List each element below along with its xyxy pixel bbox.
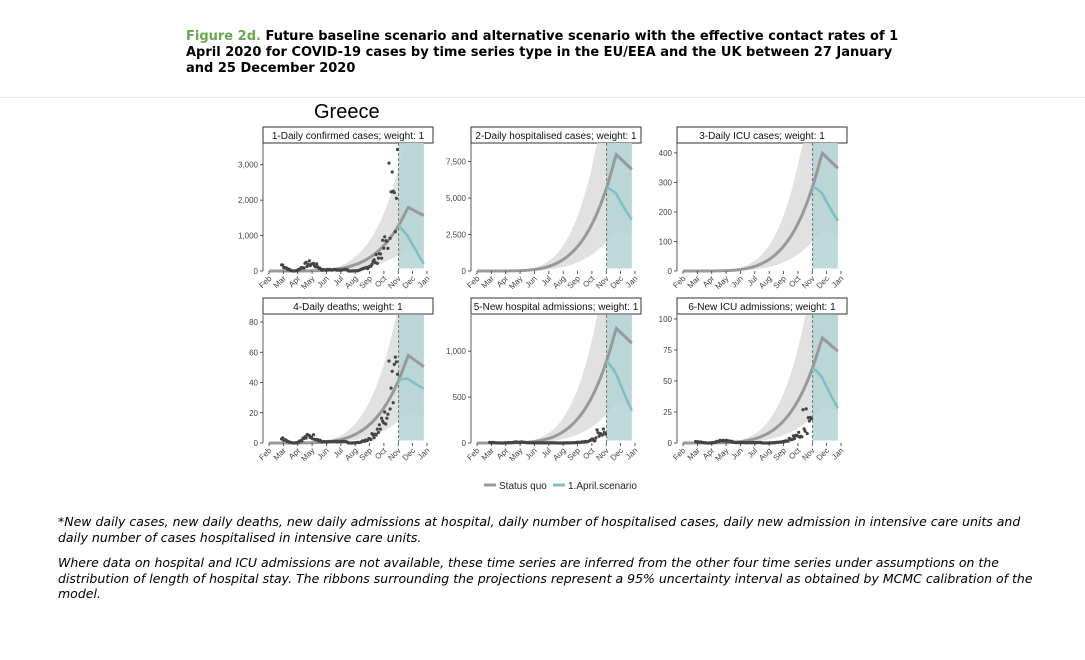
x-tick-label: Jun	[729, 446, 745, 462]
x-tick-label: Jun	[315, 446, 331, 462]
x-tick-label: Jul	[745, 446, 760, 460]
observation-point	[375, 433, 378, 436]
observation-point	[387, 359, 390, 362]
y-tick-label: 40	[249, 378, 258, 388]
x-tick-label: Apr	[494, 274, 511, 290]
y-tick-label: 80	[249, 318, 258, 328]
y-tick-label: 0	[253, 439, 258, 448]
observation-point	[380, 417, 383, 420]
observation-point	[389, 237, 392, 240]
observation-point	[383, 410, 386, 413]
x-tick-label: Apr	[494, 446, 511, 462]
x-tick-label: Sep	[357, 274, 374, 291]
panel-title: 6-New ICU admissions; weight: 1	[688, 302, 836, 313]
observation-point	[810, 417, 813, 420]
x-tick-label: Jul	[539, 274, 554, 288]
x-tick-label: Sep	[565, 274, 582, 291]
x-tick-label: May	[299, 446, 317, 464]
x-tick-label: May	[713, 274, 731, 292]
ribbon-april	[813, 315, 838, 441]
y-tick-label: 500	[452, 393, 466, 403]
observation-point	[394, 356, 397, 359]
x-tick-label: Mar	[479, 446, 496, 463]
x-tick-label: Jan	[829, 274, 846, 290]
x-tick-label: Mar	[271, 274, 288, 291]
x-tick-label: Oct	[373, 446, 389, 462]
ribbon-april	[399, 143, 424, 269]
observation-point	[396, 148, 399, 151]
footnote-2: Where data on hospital and ICU admissions are not available, these time series are inferred from the other four time series under assumptions on the distribution of length of hospital stay. The ribbons surrounding the projections represent a 95% uncertainty interval as obtained by MCMC calibration of the model.	[58, 555, 1033, 601]
ribbon-april	[607, 143, 632, 269]
observation-point	[787, 440, 790, 443]
x-tick-label: Oct	[581, 274, 597, 290]
y-tick-label: 0	[461, 439, 466, 448]
observation-point	[375, 253, 378, 256]
x-tick-label: Sep	[771, 446, 788, 463]
y-tick-label: 1,000	[445, 347, 466, 357]
observation-point	[394, 230, 397, 233]
observation-point	[373, 436, 376, 439]
y-tick-label: 7,500	[445, 157, 466, 167]
observation-point	[300, 440, 303, 443]
y-tick-label: 100	[658, 315, 672, 324]
x-tick-label: Jan	[623, 274, 640, 290]
x-tick-label: Jun	[315, 274, 331, 290]
observation-point	[801, 408, 804, 411]
x-tick-label: Jul	[745, 274, 760, 288]
observation-point	[595, 428, 598, 431]
legend-label-april: 1.April.scenario	[568, 481, 637, 492]
panel-title: 5-New hospital admissions; weight: 1	[473, 302, 639, 313]
x-tick-label: Jan	[415, 446, 432, 462]
caption-text: Future baseline scenario and alternative scenario with the effective contact rates of 1 April 2020 for COVID-19 cases by time series type in the EU/EEA and the UK between 27 January and 25 December 2020	[186, 29, 899, 76]
observation-point	[385, 417, 388, 420]
observation-point	[604, 433, 607, 436]
observation-point	[391, 370, 394, 373]
observation-point	[593, 439, 596, 442]
x-tick-label: Mar	[271, 446, 288, 463]
observation-point	[315, 262, 318, 265]
panel-3	[659, 127, 847, 291]
x-tick-label: Nov	[594, 446, 611, 463]
x-tick-label: Feb	[671, 274, 688, 291]
x-tick-label: Apr	[700, 274, 717, 290]
y-tick-label: 0	[667, 267, 672, 276]
observation-point	[395, 197, 398, 200]
y-tick-label: 60	[249, 348, 258, 358]
panel-6	[659, 298, 847, 463]
ribbon-april	[813, 143, 838, 269]
observation-point	[389, 407, 392, 410]
x-tick-label: Apr	[286, 446, 303, 462]
observation-point	[369, 438, 372, 441]
observation-point	[390, 387, 393, 390]
observation-point	[376, 262, 379, 265]
x-tick-label: Jan	[623, 446, 640, 462]
x-tick-label: Feb	[465, 274, 482, 291]
observation-point	[380, 257, 383, 260]
x-tick-label: Jan	[415, 274, 432, 290]
observation-point	[383, 235, 386, 238]
x-tick-label: Apr	[700, 446, 717, 462]
y-tick-label: 0	[253, 267, 258, 276]
x-tick-label: Aug	[551, 274, 568, 291]
x-tick-label: May	[507, 446, 525, 464]
observation-point	[302, 266, 305, 269]
footnotes	[58, 514, 1048, 612]
observation-point	[377, 431, 380, 434]
observation-point	[395, 360, 398, 363]
x-tick-label: Apr	[286, 274, 303, 290]
x-tick-label: Aug	[757, 446, 774, 463]
footnote-1: *New daily cases, new daily deaths, new daily admissions at hospital, daily number of hospitalised cases, daily new admission in intensive care units and daily number of cases hospitalised in intensive care units.	[58, 514, 1021, 545]
x-tick-label: May	[299, 274, 317, 292]
panel-4	[249, 298, 433, 463]
y-tick-label: 200	[658, 207, 672, 217]
x-tick-label: May	[507, 274, 525, 292]
y-tick-label: 25	[663, 408, 672, 417]
x-tick-label: Sep	[357, 446, 374, 463]
panel-title: 4-Daily deaths; weight: 1	[293, 302, 403, 313]
x-tick-label: Feb	[257, 274, 274, 291]
panel-title: 2-Daily hospitalised cases; weight: 1	[475, 131, 637, 142]
observation-point	[393, 191, 396, 194]
x-tick-label: Nov	[800, 446, 817, 463]
x-tick-label: Jun	[729, 274, 745, 290]
observation-point	[806, 432, 809, 435]
x-tick-label: Oct	[581, 446, 597, 462]
observation-point	[602, 427, 605, 430]
x-tick-label: Sep	[771, 274, 788, 291]
observation-point	[377, 257, 380, 260]
panel-title: 1-Daily confirmed cases; weight: 1	[271, 131, 425, 142]
x-tick-label: Dec	[608, 446, 626, 463]
x-tick-label: Feb	[465, 446, 482, 463]
x-tick-label: Oct	[787, 274, 803, 290]
observation-point	[797, 431, 800, 434]
x-tick-label: Aug	[343, 274, 360, 291]
observation-point	[793, 437, 796, 440]
y-tick-label: 300	[658, 178, 672, 188]
observation-point	[805, 407, 808, 410]
y-tick-label: 2,000	[237, 196, 258, 206]
observation-point	[312, 433, 315, 436]
observation-point	[373, 258, 376, 261]
y-tick-label: 20	[249, 408, 258, 418]
x-tick-label: Aug	[757, 274, 774, 291]
x-tick-label: Dec	[608, 274, 626, 291]
x-tick-label: May	[713, 446, 731, 464]
panel-5	[446, 298, 641, 463]
x-tick-label: Aug	[343, 446, 360, 463]
x-tick-label: Feb	[671, 446, 688, 463]
observation-point	[594, 436, 597, 439]
y-tick-label: 75	[663, 346, 672, 355]
observation-point	[392, 401, 395, 404]
panel-2	[446, 127, 641, 291]
x-tick-label: Mar	[685, 446, 702, 463]
observation-point	[800, 435, 803, 438]
y-tick-label: 0	[667, 439, 672, 448]
observation-point	[379, 252, 382, 255]
observation-point	[378, 423, 381, 426]
x-tick-label: Nov	[594, 274, 611, 291]
observation-point	[370, 263, 373, 266]
x-tick-label: Oct	[787, 446, 803, 462]
observation-point	[396, 373, 399, 376]
chart-title: Greece	[314, 101, 380, 123]
x-tick-label: Jan	[829, 446, 846, 462]
y-tick-label: 50	[663, 377, 672, 386]
observation-point	[305, 436, 308, 439]
observation-point	[384, 422, 387, 425]
panel-title: 3-Daily ICU cases; weight: 1	[699, 131, 825, 142]
observation-point	[391, 170, 394, 173]
x-tick-label: Mar	[479, 274, 496, 291]
x-tick-label: Jul	[331, 274, 346, 288]
x-tick-label: Jul	[539, 446, 554, 460]
x-tick-label: Nov	[386, 446, 403, 463]
x-tick-label: Dec	[814, 446, 832, 463]
x-tick-label: Nov	[386, 274, 403, 291]
observation-point	[308, 259, 311, 262]
x-tick-label: Sep	[565, 446, 582, 463]
x-tick-label: Jul	[331, 446, 346, 460]
legend-label-status-quo: Status quo	[499, 481, 547, 492]
y-tick-label: 400	[658, 148, 672, 158]
observation-point	[601, 434, 604, 437]
y-tick-label: 3,000	[237, 160, 258, 170]
y-tick-label: 5,000	[445, 194, 466, 204]
observation-point	[386, 413, 389, 416]
x-tick-label: Oct	[373, 274, 389, 290]
x-tick-label: Jun	[523, 274, 539, 290]
ribbon-april	[399, 315, 424, 441]
x-tick-label: Mar	[685, 274, 702, 291]
x-tick-label: Aug	[551, 446, 568, 463]
observation-point	[393, 363, 396, 366]
x-tick-label: Jun	[523, 446, 539, 462]
y-tick-label: 1,000	[237, 231, 258, 241]
x-tick-label: Dec	[814, 274, 832, 291]
observation-point	[379, 428, 382, 431]
observation-point	[376, 428, 379, 431]
observation-point	[386, 247, 389, 250]
x-tick-label: Dec	[400, 446, 418, 463]
observation-point	[381, 239, 384, 242]
y-tick-label: 2,500	[445, 230, 466, 240]
observation-point	[382, 247, 385, 250]
x-tick-label: Feb	[257, 446, 274, 463]
observation-point	[804, 430, 807, 433]
ribbon-april	[607, 315, 632, 441]
panel-1	[238, 127, 433, 291]
y-tick-label: 0	[461, 267, 466, 276]
observation-point	[387, 162, 390, 165]
x-tick-label: Dec	[400, 274, 418, 291]
caption-label: Figure 2d.	[186, 29, 261, 44]
observation-point	[385, 240, 388, 243]
y-tick-label: 100	[658, 237, 672, 247]
legend	[484, 481, 637, 492]
x-tick-label: Nov	[800, 274, 817, 291]
